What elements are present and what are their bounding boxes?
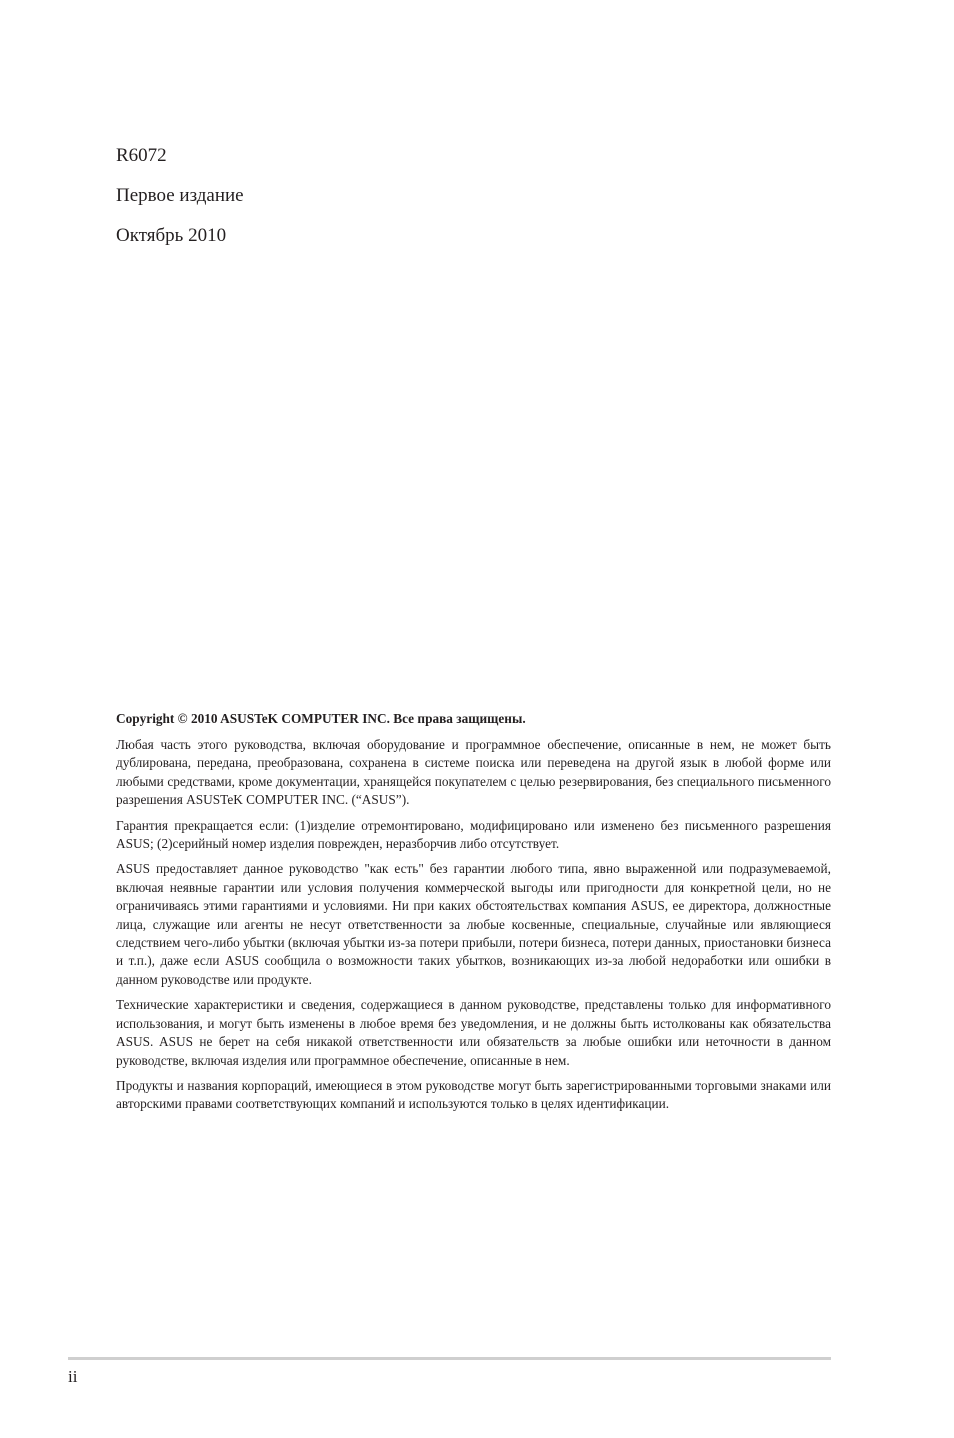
edition-block	[116, 144, 244, 264]
legal-paragraph-disclaimer: ASUS предоставляет данное руководство "как есть" без гарантии любого типа, явно выраженной или подразумеваемой, включая неявные гарантии или условия получения коммерческой выгоды или пригодности для конкретной цели, но не ограничиваясь этими гарантиями и условиями. Ни при каких обстоятельствах компания ASUS, ее директора, должностные лица, служащие или агенты не несут ответственности за любые косвенные, специальные, случайные или являющиеся следствием чего-либо убытки (включая убытки из-за потери прибыли, потери бизнеса, потери данных, приостановки бизнеса и т.п.), даже если ASUS сообщила о возможности таких убытков, возникающих из-за любой недоработки или ошибки в данном руководстве или продукте.	[116, 861, 831, 987]
publication-date: Октябрь 2010	[116, 225, 227, 246]
edition-label: Первое издание	[116, 185, 244, 206]
legal-notice	[116, 710, 831, 1121]
page-number: ii	[68, 1367, 78, 1386]
legal-paragraph-trademarks: Продукты и названия корпораций, имеющиеся в этом руководстве могут быть зарегистрированными торговыми знаками или авторскими правами соответствующих компаний и используются только в целях идентификации.	[116, 1077, 831, 1112]
copyright-heading: Copyright © 2010 ASUSTeK COMPUTER INC. Все права защищены.	[116, 711, 526, 726]
legal-paragraph-specifications: Технические характеристики и сведения, содержащиеся в данном руководстве, представлены только для информативного использования, и могут быть изменены в любое время без уведомления, и не должны быть истолкованы как обязательства ASUS. ASUS не берет на себя никакой ответственности или обязательств за любые ошибки или неточности в данном руководстве, включая изделия или программное обеспечение, описанные в нем.	[116, 997, 831, 1068]
footer-divider	[68, 1357, 831, 1360]
model-number: R6072	[116, 145, 167, 166]
legal-paragraph-reproduction: Любая часть этого руководства, включая оборудование и программное обеспечение, описанные в нем, не может быть дублирована, передана, преобразована, сохранена в системе поиска или переведена на другой язык в любой форме или любыми средствами, кроме документации, хранящейся покупателем с целью резервирования, без специального письменного разрешения ASUSTeK COMPUTER INC. (“ASUS”).	[116, 737, 831, 808]
legal-paragraph-warranty: Гарантия прекращается если: (1)изделие отремонтировано, модифицировано или изменено без письменного разрешения ASUS; (2)серийный номер изделия поврежден, неразборчив либо отсутствует.	[116, 817, 831, 852]
